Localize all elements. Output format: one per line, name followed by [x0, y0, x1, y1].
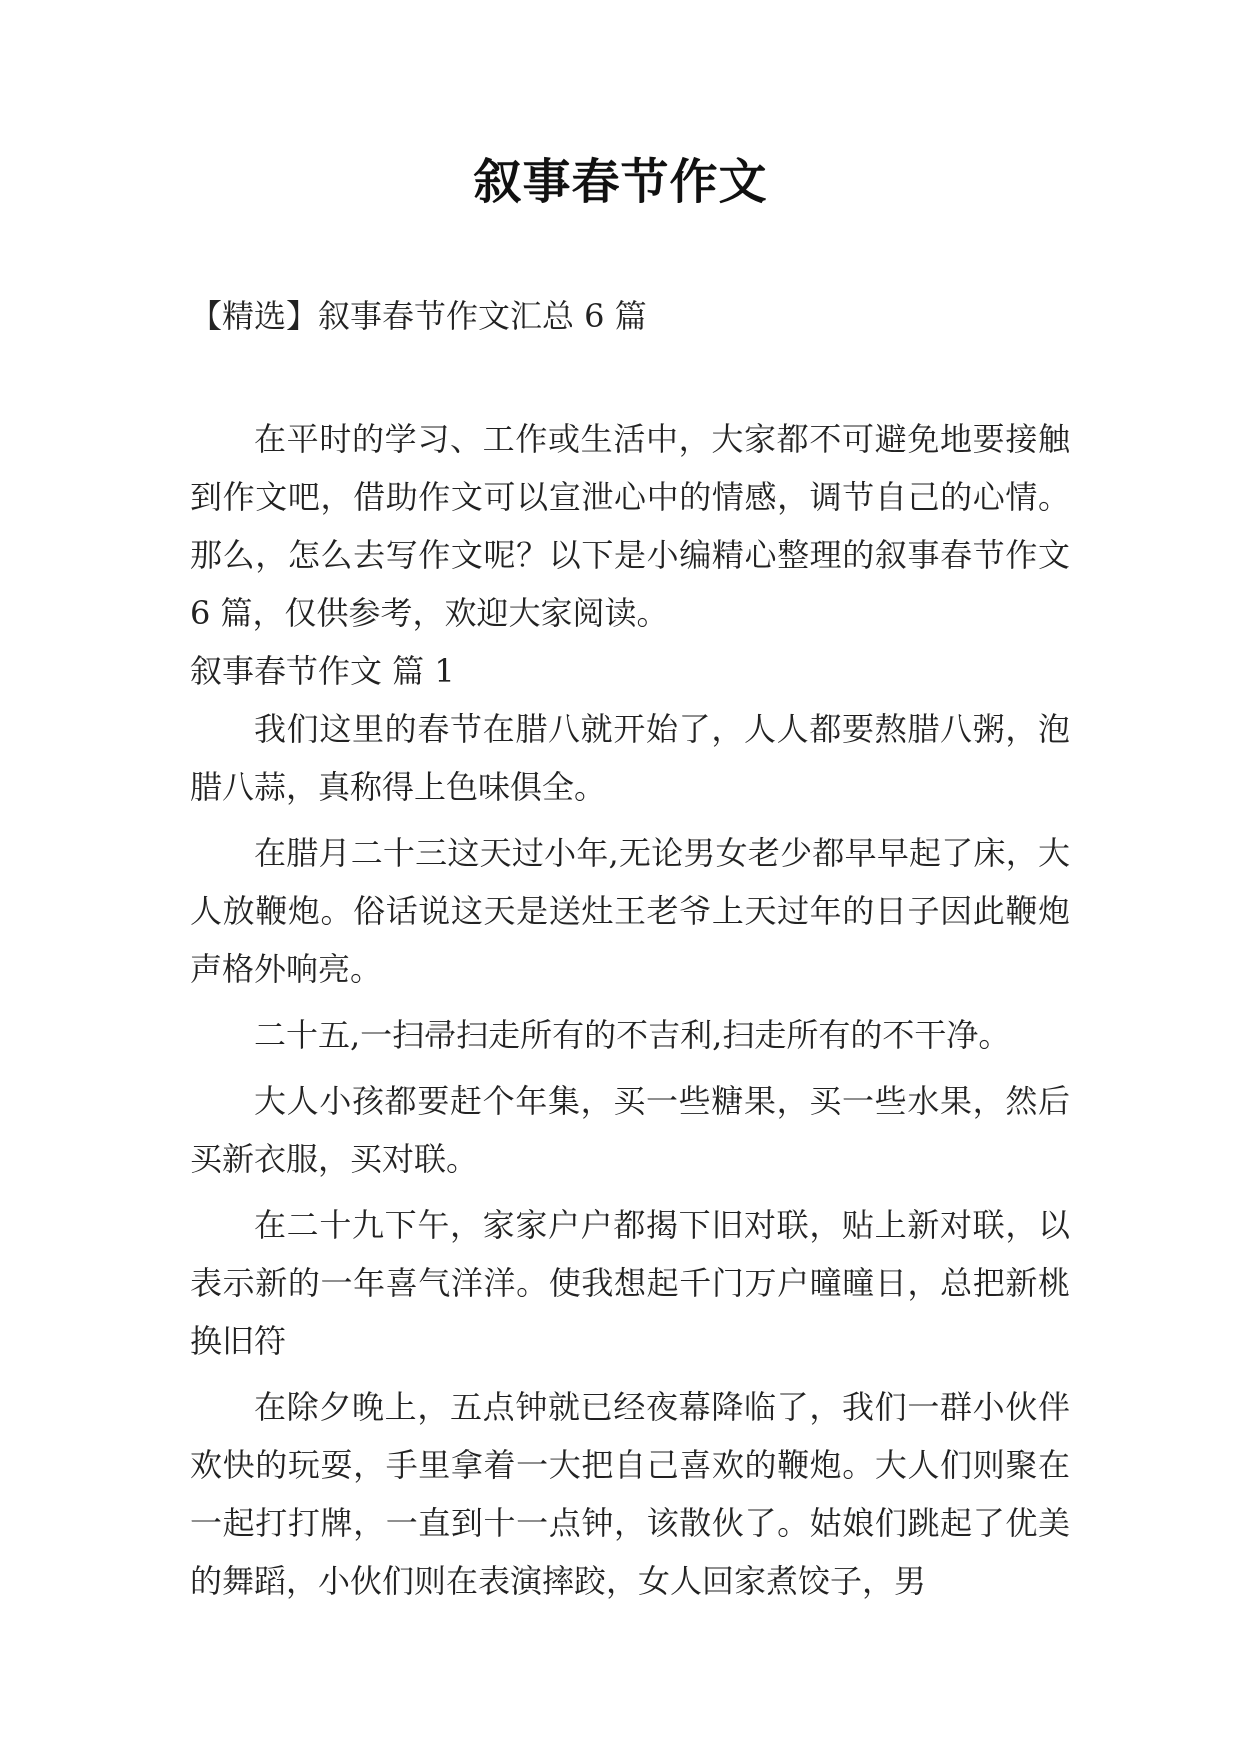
body-paragraph: 我们这里的春节在腊八就开始了，人人都要熬腊八粥，泡腊八蒜，真称得上色味俱全。 — [190, 710, 1070, 806]
body-paragraph: 大人小孩都要赶个年集，买一些糖果，买一些水果，然后买新衣服，买对联。 — [190, 1082, 1070, 1178]
document-body — [190, 410, 1070, 1610]
body-paragraph: 在除夕晚上，五点钟就已经夜幕降临了，我们一群小伙伴欢快的玩耍，手里拿着一大把自己喜欢的鞭炮。大人们则聚在一起打打牌，一直到十一点钟，该散伙了。姑娘们跳起了优美的舞蹈，小伙们则在表演摔跤，女人回家煮饺子，男 — [190, 1388, 1070, 1600]
section-heading: 叙事春节作文 篇 1 — [190, 652, 455, 690]
body-paragraph: 在腊月二十三这天过小年,无论男女老少都早早起了床，大人放鞭炮。俗话说这天是送灶王老爷上天过年的日子因此鞭炮声格外响亮。 — [190, 834, 1070, 988]
body-paragraph: 在二十九下午，家家户户都揭下旧对联，贴上新对联，以表示新的一年喜气洋洋。使我想起千门万户曈曈日，总把新桃换旧符 — [190, 1206, 1070, 1360]
body-paragraph: 二十五,一扫帚扫走所有的不吉利,扫走所有的不干净。 — [254, 1016, 1011, 1054]
page-title: 叙事春节作文 — [473, 154, 768, 210]
document-subtitle: 【精选】叙事春节作文汇总 6 篇 — [190, 297, 647, 335]
intro-paragraph: 在平时的学习、工作或生活中，大家都不可避免地要接触到作文吧，借助作文可以宣泄心中的情感，调节自己的心情。那么，怎么去写作文呢？以下是小编精心整理的叙事春节作文 6 篇，仅供参考，欢迎大家阅读。 — [190, 420, 1070, 632]
